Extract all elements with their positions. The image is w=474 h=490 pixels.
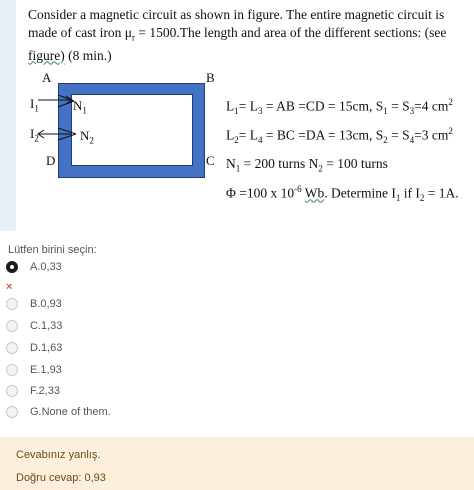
radio-icon[interactable] bbox=[6, 342, 18, 354]
question-line-1: Consider a magnetic circuit as shown in figure. The entire magnetic circuit is bbox=[28, 7, 445, 22]
node-label-c: C bbox=[206, 153, 215, 168]
equation-flux: Φ =100 x $10^{-6}$ Wb. Determine $I_1$ if $I_2 = 1A$. bbox=[226, 184, 459, 204]
option-label: C.1,33 bbox=[30, 320, 63, 332]
question-line-2: made of cast iron $\mu_r = 1500.The$ length and area of the different sections: (see bbox=[28, 25, 447, 43]
node-label-d: D bbox=[46, 153, 56, 168]
feedback-correct-answer: Doğru cevap: 0,93 bbox=[16, 472, 106, 484]
radio-icon[interactable] bbox=[6, 320, 18, 332]
coil-n1-label: $N_1$ bbox=[73, 98, 87, 116]
radio-icon[interactable] bbox=[6, 364, 18, 376]
option-g[interactable] bbox=[6, 403, 111, 421]
question-line-3: figure) (8 min.) bbox=[28, 47, 112, 63]
coil-n2-label: $N_2$ bbox=[80, 128, 94, 146]
option-label: E.1,93 bbox=[30, 364, 62, 376]
equation-lengths-1: $L_1= L_3$ = AB =CD = 15cm, $S_1 = S_3=4$ $cm^2$ bbox=[226, 97, 453, 117]
prompt-text: Lütfen birini seçin: bbox=[8, 244, 97, 256]
node-label-a: A bbox=[42, 70, 52, 85]
radio-icon[interactable] bbox=[6, 385, 18, 397]
option-label: D.1,63 bbox=[30, 342, 63, 354]
radio-icon[interactable] bbox=[6, 298, 18, 310]
radio-icon[interactable] bbox=[6, 406, 18, 418]
wrong-icon: × bbox=[6, 281, 13, 293]
node-label-b: B bbox=[206, 70, 215, 85]
option-d[interactable] bbox=[6, 339, 62, 357]
equation-turns: $N_1 = 200$ turns $N_2 = 100$ turns bbox=[226, 156, 388, 174]
option-label: A.0,33 bbox=[30, 261, 62, 273]
feedback-result: Cevabınız yanlış. bbox=[16, 449, 101, 461]
equation-lengths-2: $L_2= L_4$ = BC =DA = 13cm, $S_2 = S_4=3$ $cm^2$ bbox=[226, 126, 453, 146]
option-a[interactable] bbox=[6, 258, 62, 276]
current-i2-label: $I_2$ bbox=[30, 126, 39, 144]
option-label: B.0,93 bbox=[30, 298, 62, 310]
option-b[interactable] bbox=[6, 295, 62, 313]
option-label: G.None of them. bbox=[30, 406, 111, 418]
option-e[interactable] bbox=[6, 361, 62, 379]
option-f[interactable] bbox=[6, 382, 60, 400]
option-label: F.2,33 bbox=[30, 385, 60, 397]
radio-selected-icon[interactable] bbox=[6, 261, 18, 273]
option-c[interactable] bbox=[6, 317, 62, 335]
current-i1-label: $I_1$ bbox=[30, 96, 39, 114]
